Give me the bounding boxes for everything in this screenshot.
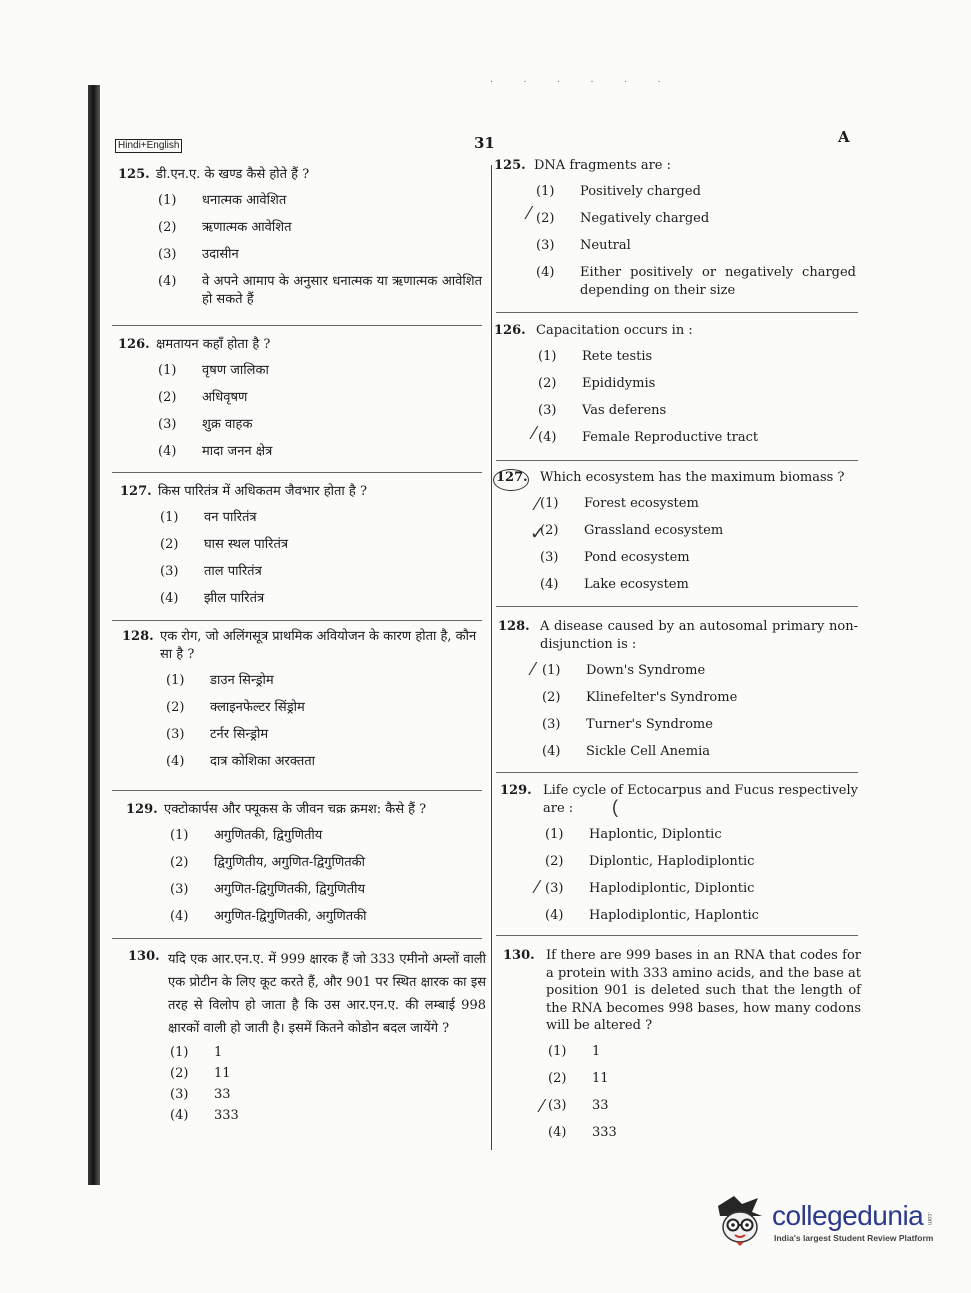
- option: (1) अगुणितकी, द्विगुणितीय: [170, 828, 323, 843]
- option: (1) Forest ecosystem: [540, 496, 699, 511]
- separator: [112, 790, 482, 791]
- question-number: 127.: [120, 484, 152, 499]
- option: (4) मादा जनन क्षेत्र: [158, 444, 273, 459]
- option: (3) Haplodiplontic, Diplontic: [545, 881, 755, 896]
- option: (3) टर्नर सिन्ड्रोम: [166, 727, 269, 742]
- option: (2) घास स्थल पारितंत्र: [160, 537, 289, 552]
- option: (2) Epididymis: [538, 376, 656, 391]
- question-number: 125.: [118, 167, 150, 182]
- pen-tick-mark: (: [612, 797, 618, 817]
- option: (4) Female Reproductive tract: [538, 430, 759, 445]
- logo-domain: .com: [926, 1212, 932, 1226]
- question-text: Capacitation occurs in :: [536, 323, 693, 338]
- pen-tick-mark: ⁄: [533, 423, 537, 443]
- question-text: एक्टोकार्पस और फ्यूकस के जीवन चक्र क्रमश: कैसे हैं ?: [164, 802, 427, 817]
- english-question-129: [500, 782, 858, 934]
- option: (1) Positively charged: [536, 184, 701, 199]
- option: (3) Turner's Syndrome: [542, 717, 713, 732]
- option: (3) अगुणित-द्विगुणितकी, द्विगुणितीय: [170, 882, 366, 897]
- english-question-125: [494, 157, 856, 309]
- option: (2) Negatively charged: [536, 211, 710, 226]
- separator: [496, 312, 858, 313]
- option: (4) Lake ecosystem: [540, 577, 689, 592]
- option: (2) ऋणात्मक आवेशित: [158, 220, 292, 235]
- option: (4) 333: [170, 1108, 239, 1123]
- option: (4) वे अपने आमाप के अनुसार धनात्मक या ऋणात्मक आवेशित हो सकते हैं: [158, 274, 482, 307]
- question-number: 127.: [496, 470, 528, 485]
- option: (1) Haplontic, Diplontic: [545, 827, 722, 842]
- option: (2) Klinefelter's Syndrome: [542, 690, 738, 705]
- option: (3) उदासीन: [158, 247, 239, 262]
- option: (2) अधिवृषण: [158, 390, 248, 405]
- option: (2) 11: [548, 1070, 609, 1086]
- option: (3) Pond ecosystem: [540, 550, 690, 565]
- hindi-question-125: [118, 166, 482, 318]
- option: (1) धनात्मक आवेशित: [158, 193, 287, 208]
- question-text: क्षमतायन कहाँ होता है ?: [156, 337, 271, 352]
- option: (1) डाउन सिन्ड्रोम: [166, 673, 274, 688]
- set-code: A: [838, 128, 850, 146]
- separator: [496, 935, 858, 936]
- english-question-127: [496, 469, 856, 603]
- option: (1) Rete testis: [538, 349, 653, 364]
- separator: [112, 325, 482, 326]
- pen-circle-mark: [493, 469, 529, 491]
- pen-tick-mark: ⁄: [528, 203, 532, 223]
- option: (4) 333: [548, 1124, 617, 1140]
- question-text: A disease caused by an autosomal primary non-disjunction is :: [540, 619, 858, 652]
- option: (1) 1: [170, 1045, 223, 1060]
- option: (3) ताल पारितंत्र: [160, 564, 262, 579]
- column-divider: [491, 165, 492, 1150]
- binding-spine: [88, 85, 100, 1185]
- question-number: 126.: [118, 337, 150, 352]
- question-number: 126.: [494, 323, 526, 338]
- logo-tagline: India's largest Student Review Platform: [774, 1233, 934, 1243]
- option: (4) Haplodiplontic, Haplontic: [545, 908, 759, 923]
- option: (4) Sickle Cell Anemia: [542, 744, 710, 759]
- hindi-question-128: [122, 628, 482, 780]
- option: (2) Grassland ecosystem: [540, 523, 724, 538]
- separator: [112, 472, 482, 473]
- question-text: एक रोग, जो अलिंगसूत्र प्राथमिक अवियोजन के कारण होता है, कौन सा है ?: [160, 629, 477, 662]
- question-text: Life cycle of Ectocarpus and Fucus respectively are :: [543, 783, 858, 816]
- option: (1) वन पारितंत्र: [160, 510, 257, 525]
- language-tag: Hindi+English: [115, 139, 182, 153]
- question-number: 129.: [500, 783, 532, 798]
- question-text: यदि एक आर.एन.ए. में 999 क्षारक हैं जो 333 एमीनो अम्लों वाली एक प्रोटीन के लिए कूट करते हैं, और 901 पर स्थित क्षारक का इस तरह से विलोप हो जाता है कि उस आर.एन.ए. की लम्बाई 998 क्षारकों वाली हो जाती है। इसमें कितने कोडोन बदल जायेंगे ?: [168, 952, 486, 1036]
- question-text: If there are 999 bases in an RNA that codes for a protein with 333 amino acids, and the base at position 901 is deleted such that the length of the RNA becomes 998 bases, how many codons will be altered ?: [546, 948, 861, 1033]
- option: (2) द्विगुणितीय, अगुणित-द्विगुणितकी: [170, 855, 366, 870]
- pen-tick-mark: ⁄: [532, 659, 536, 679]
- hindi-question-129: [126, 801, 482, 935]
- question-number: 125.: [494, 158, 526, 173]
- pen-tick-mark: ✓: [530, 523, 546, 543]
- question-number: 129.: [126, 802, 158, 817]
- option: (2) Diplontic, Haplodiplontic: [545, 854, 755, 869]
- option: (3) Vas deferens: [538, 403, 667, 418]
- hindi-question-130: [128, 948, 486, 1128]
- option: (2) क्लाइनफेल्टर सिंड्रोम: [166, 700, 305, 715]
- option: (3) 33: [170, 1087, 231, 1102]
- question-number: 128.: [122, 629, 154, 644]
- separator: [112, 620, 482, 621]
- hindi-question-126: [118, 336, 482, 470]
- pen-tick-mark: ⁄: [536, 877, 540, 897]
- question-number: 128.: [498, 619, 530, 634]
- pen-tick-mark: ⁄: [541, 1096, 545, 1116]
- option: (4) झील पारितंत्र: [160, 591, 265, 606]
- question-number: 130.: [503, 948, 535, 963]
- separator: [496, 460, 858, 461]
- option: (3) 33: [548, 1097, 609, 1113]
- option: (3) शुक्र वाहक: [158, 417, 253, 432]
- option: (4) दात्र कोशिका अरक्तता: [166, 754, 316, 769]
- option: (3) Neutral: [536, 238, 631, 253]
- english-question-128: [498, 618, 858, 770]
- separator: [496, 606, 858, 607]
- mascot-icon: [712, 1194, 768, 1246]
- option: (4) अगुणित-द्विगुणितकी, अगुणितकी: [170, 909, 367, 924]
- option: (2) 11: [170, 1066, 231, 1081]
- option: (1) Down's Syndrome: [542, 663, 706, 678]
- question-number: 130.: [128, 949, 160, 964]
- option: (1) वृषण जालिका: [158, 363, 269, 378]
- page-number: 31: [474, 134, 495, 152]
- logo-wordmark: collegedunia: [772, 1200, 924, 1231]
- separator: [496, 772, 858, 773]
- question-text: डी.एन.ए. के खण्ड कैसे होते हैं ?: [156, 167, 310, 182]
- option: (4) Either positively or negatively charged depending on their size: [536, 265, 856, 298]
- scan-dots: . . . . . .: [490, 74, 675, 85]
- collegedunia-logo: [712, 1190, 942, 1250]
- question-text: DNA fragments are :: [534, 158, 672, 173]
- english-question-130: [503, 947, 861, 1151]
- english-question-126: [494, 322, 856, 456]
- option: (1) 1: [548, 1043, 601, 1059]
- question-text: Which ecosystem has the maximum biomass ?: [540, 470, 845, 485]
- pen-tick-mark: ⁄: [536, 494, 540, 514]
- hindi-question-127: [120, 483, 482, 617]
- question-text: किस पारितंत्र में अधिकतम जैवभार होता है ?: [158, 484, 367, 499]
- separator: [112, 938, 482, 939]
